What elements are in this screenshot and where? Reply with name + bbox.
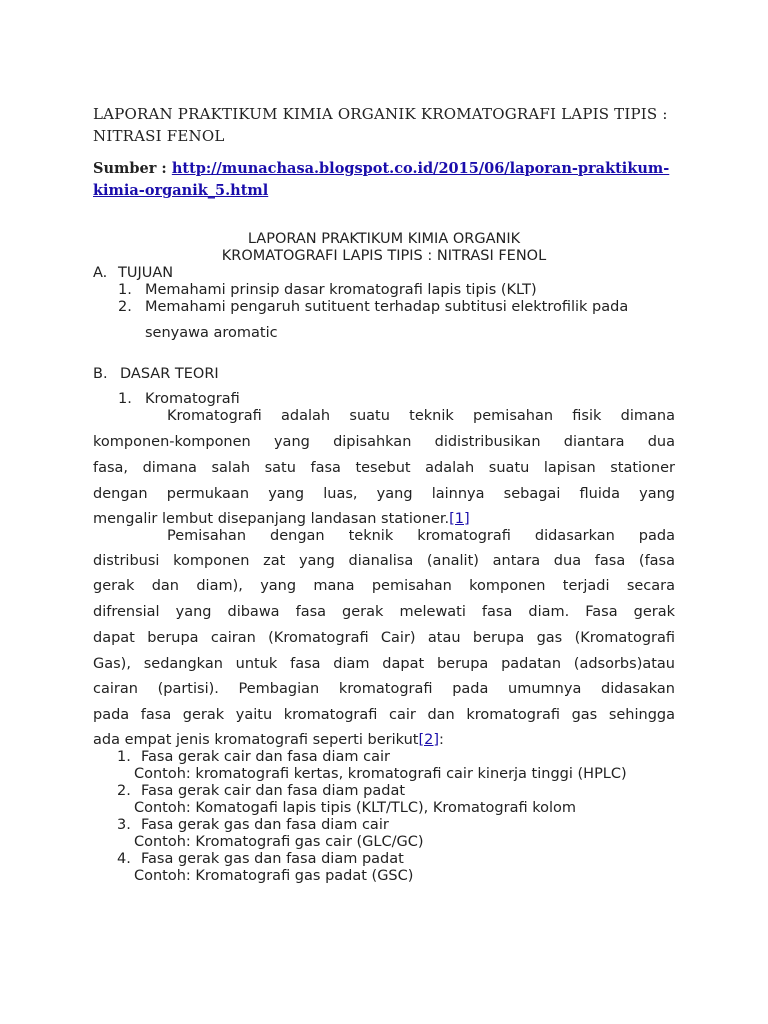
paragraph-line: difrensial yang dibawa fasa gerak melewati fasa diam. Fasa gerak: [93, 604, 675, 620]
list-item: Memahami prinsip dasar kromatografi lapis tipis (KLT): [145, 282, 537, 298]
paragraph-line: pada fasa gerak yaitu kromatografi cair dan kromatografi gas sehingga: [93, 707, 675, 723]
paragraph-text: :: [439, 732, 444, 748]
paragraph-text: ada empat jenis kromatografi seperti berikut: [93, 732, 419, 748]
paragraph-line: dengan permukaan yang luas, yang lainnya sebagai fluida yang: [93, 486, 675, 502]
paragraph-line: fasa, dimana salah satu fasa tesebut adalah suatu lapisan stationer: [93, 460, 675, 476]
footnote-ref-1[interactable]: [1]: [449, 511, 470, 527]
subsection-heading: Kromatografi: [145, 391, 240, 407]
list-item-number: 2.: [118, 299, 132, 315]
type-example: Contoh: Komatogafi lapis tipis (KLT/TLC), Kromatografi kolom: [134, 800, 576, 816]
page-title: LAPORAN PRAKTIKUM KIMIA ORGANIK KROMATOGRAFI LAPIS TIPIS : NITRASI FENOL: [93, 105, 668, 145]
type-example: Contoh: kromatografi kertas, kromatografi cair kinerja tinggi (HPLC): [134, 766, 627, 782]
paragraph-line: gerak dan diam), yang mana pemisahan komponen terjadi secara: [93, 578, 675, 594]
doc-title-line1: LAPORAN PRAKTIKUM KIMIA ORGANIK: [247, 231, 521, 247]
footnote-ref-2[interactable]: [2]: [418, 732, 439, 748]
paragraph-line: cairan (partisi). Pembagian kromatografi pada umumnya didasakan: [93, 681, 675, 697]
paragraph-line: komponen-komponen yang dipisahkan didistribusikan diantara dua: [93, 434, 675, 450]
type-title: Fasa gerak gas dan fasa diam cair: [141, 817, 389, 833]
section-b-heading: DASAR TEORI: [120, 366, 219, 382]
list-item-continuation: senyawa aromatic: [145, 325, 278, 341]
section-a-heading: TUJUAN: [118, 265, 174, 281]
type-example: Contoh: Kromatografi gas cair (GLC/GC): [134, 834, 424, 850]
type-number: 4.: [117, 851, 131, 867]
paragraph-text: mengalir lembut disepanjang landasan stationer.: [93, 511, 450, 527]
type-number: 2.: [117, 783, 131, 799]
list-item-number: 1.: [118, 282, 132, 298]
source-link[interactable]: http://munachasa.blogspot.co.id/2015/06/laporan-praktikum-kimia-organik_5.html: [93, 160, 670, 199]
type-number: 1.: [117, 749, 131, 765]
source-line: [93, 158, 683, 202]
paragraph-line: [93, 511, 470, 528]
section-a-marker: A.: [93, 265, 108, 281]
list-item: Memahami pengaruh sutituent terhadap subtitusi elektrofilik pada: [145, 299, 629, 315]
paragraph-line: Pemisahan dengan teknik kromatografi didasarkan pada: [167, 528, 675, 544]
type-title: Fasa gerak cair dan fasa diam padat: [141, 783, 406, 799]
source-label: Sumber :: [93, 160, 167, 177]
type-title: Fasa gerak cair dan fasa diam cair: [141, 749, 391, 765]
paragraph-line: distribusi komponen zat yang dianalisa (analit) antara dua fasa (fasa: [93, 553, 675, 569]
type-number: 3.: [117, 817, 131, 833]
subsection-number: 1.: [118, 391, 132, 407]
type-example: Contoh: Kromatografi gas padat (GSC): [134, 868, 414, 884]
paragraph-line: Gas), sedangkan untuk fasa diam dapat berupa padatan (adsorbs)atau: [93, 656, 675, 672]
paragraph-line: [93, 732, 444, 749]
paragraph-line: dapat berupa cairan (Kromatografi Cair) atau berupa gas (Kromatografi: [93, 630, 675, 646]
type-title: Fasa gerak gas dan fasa diam padat: [141, 851, 404, 867]
doc-title-line2: KROMATOGRAFI LAPIS TIPIS : NITRASI FENOL: [221, 248, 547, 264]
section-b-marker: B.: [93, 366, 108, 382]
paragraph-line: Kromatografi adalah suatu teknik pemisahan fisik dimana: [167, 408, 675, 424]
